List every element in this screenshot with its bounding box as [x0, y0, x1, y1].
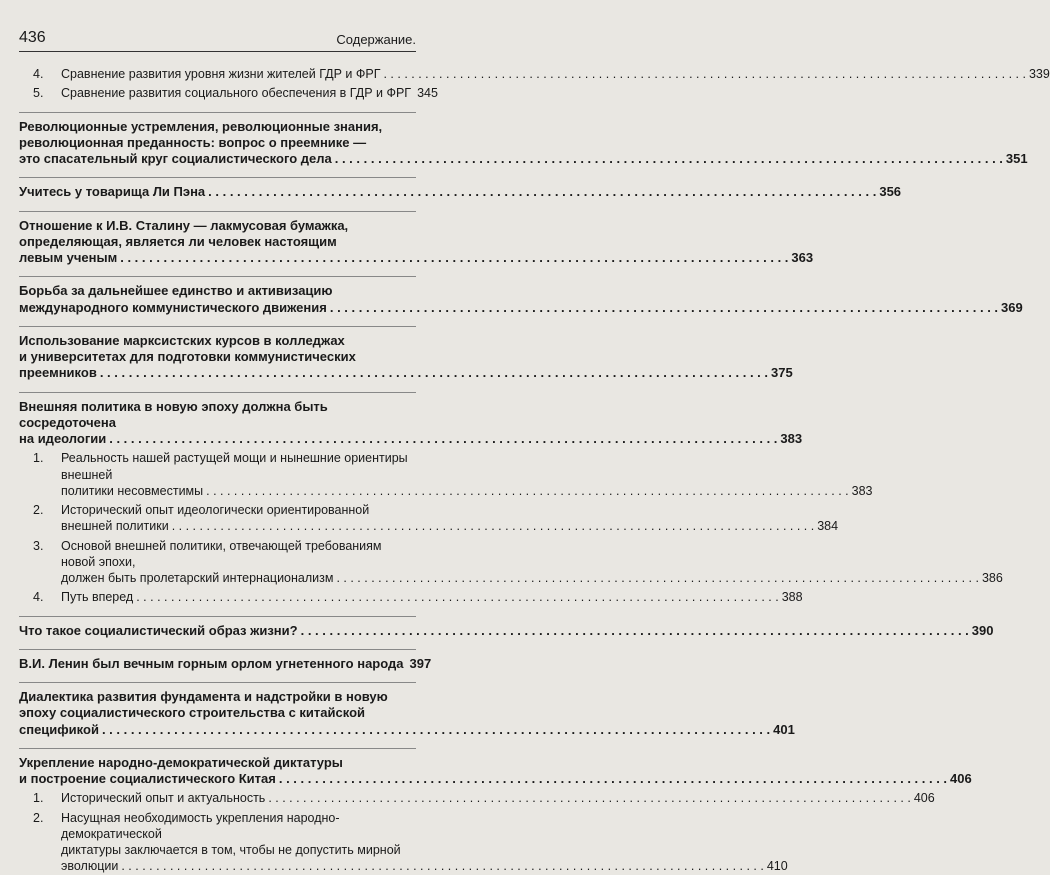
dot-leader: [279, 771, 947, 787]
toc-chapter-entry[interactable]: [19, 649, 432, 672]
entry-title-line: диктатуры заключается в том, чтобы не допустить мирной: [61, 843, 401, 857]
entry-title-line: определяющая, является ли человек настоящим: [19, 233, 337, 249]
entry-page-number: 410: [766, 859, 788, 874]
entry-title-line: революционная преданность: вопрос о преемнике —: [19, 134, 367, 150]
entry-page-number: 363: [791, 250, 814, 265]
entry-title-line: Отношение к И.В. Сталину — лакмусовая бумажка,: [19, 217, 349, 233]
dot-leader: [136, 589, 779, 605]
section-number: 4.: [33, 590, 44, 605]
toc-section-entry[interactable]: [19, 85, 438, 101]
toc-section-entry[interactable]: [19, 810, 788, 875]
entry-title-line: Реальность нашей растущей мощи и нынешние ориентиры внешней: [61, 451, 408, 482]
dot-leader: [102, 722, 770, 738]
section-number: 3.: [33, 538, 44, 553]
toc-section-entry[interactable]: [19, 538, 1003, 587]
dot-leader: [172, 518, 815, 534]
entry-title-line: Насущная необходимость укрепления народно-демократической: [61, 810, 340, 841]
toc-chapter-entry[interactable]: [19, 211, 814, 267]
running-title: Содержание.: [336, 32, 416, 47]
entry-title-line: это спасательный круг социалистического дела: [19, 151, 332, 166]
page-number: 436: [19, 29, 46, 46]
entry-title-line: Исторический опыт идеологически ориентированной: [61, 503, 370, 517]
entry-page-number: 345: [417, 86, 438, 101]
dot-leader: [206, 483, 849, 499]
entry-title-line: эпоху социалистического строительства с китайской: [19, 705, 366, 721]
entry-title-line: Сравнение развития уровня жизни жителей ГДР и ФРГ: [61, 67, 381, 81]
entry-title-line: эволюции: [61, 859, 119, 874]
entry-page-number: 356: [879, 184, 902, 200]
entry-title-line: Путь вперед: [61, 590, 134, 605]
section-number: 2.: [33, 503, 44, 517]
section-number: 1.: [33, 791, 44, 806]
toc-chapter-entry[interactable]: [19, 616, 994, 639]
dot-leader: [336, 570, 979, 586]
entry-title-line: левым ученым: [19, 250, 118, 265]
entry-title-line: преемников: [19, 365, 97, 381]
entry-page-number: 375: [771, 365, 793, 381]
dot-leader: [100, 365, 768, 381]
entry-title-line: международного коммунистического движения: [19, 299, 327, 315]
entry-title-line: Что такое социалистический образ жизни?: [19, 622, 298, 638]
entry-page-number: 388: [781, 590, 803, 605]
entry-page-number: 397: [409, 655, 432, 671]
entry-page-number: 384: [817, 519, 839, 534]
entry-page-number: 383: [851, 483, 873, 498]
section-number: 5.: [33, 86, 44, 101]
section-number: 1.: [33, 451, 44, 466]
toc-chapter-entry[interactable]: [19, 392, 803, 448]
entry-page-number: 339: [1028, 67, 1050, 81]
entry-page-number: 406: [913, 791, 935, 806]
entry-title-line: Исторический опыт и актуальность: [61, 791, 266, 806]
entry-title-line: Революционные устремления, революционные знания,: [19, 118, 383, 134]
toc-chapter-entry[interactable]: [19, 748, 972, 788]
entry-title-line: Укрепление народно-демократической диктатуры: [19, 754, 343, 770]
toc-chapter-entry[interactable]: [19, 682, 795, 738]
entry-title-line: Сравнение развития социального обеспечения в ГДР и ФРГ: [61, 86, 412, 101]
entry-title-line: Основой внешней политики, отвечающей требованиям новой эпохи,: [61, 538, 382, 569]
dot-leader: [208, 184, 876, 200]
dot-leader: [301, 623, 969, 639]
toc-section-entry[interactable]: [19, 589, 803, 605]
entry-page-number: 369: [1001, 299, 1023, 315]
entry-page-number: 401: [773, 721, 795, 737]
dot-leader: [109, 431, 777, 447]
entry-title-line: должен быть пролетарский интернационализм: [61, 571, 334, 585]
dot-leader: [120, 250, 788, 266]
toc-chapter-entry[interactable]: [19, 177, 902, 200]
page-header: [19, 0, 416, 52]
toc-section-entry[interactable]: [19, 790, 935, 806]
toc-section-entry[interactable]: [19, 450, 873, 499]
toc-chapter-entry[interactable]: [19, 326, 793, 382]
toc-section-entry[interactable]: [19, 502, 839, 535]
entry-title-line: Учитесь у товарища Ли Пэна: [19, 184, 206, 200]
entry-title-line: Борьба за дальнейшее единство и активизацию: [19, 283, 333, 299]
entry-page-number: 386: [981, 571, 1003, 585]
toc-chapter-entry[interactable]: [19, 112, 1028, 168]
entry-title-line: политики несовместимы: [61, 483, 204, 498]
entry-title-line: и построение социалистического Китая: [19, 771, 276, 786]
section-number: 4.: [33, 67, 44, 81]
entry-page-number: 351: [1005, 151, 1028, 166]
dot-leader: [335, 151, 1003, 167]
toc-section-entry[interactable]: [19, 66, 1050, 82]
section-number: 2.: [33, 810, 44, 825]
entry-title-line: Использование марксистских курсов в колледжах: [19, 332, 345, 348]
entry-title-line: и университетах для подготовки коммунистических: [19, 349, 356, 364]
entry-page-number: 406: [950, 771, 972, 786]
entry-title-line: на идеологии: [19, 431, 107, 446]
entry-title-line: спецификой: [19, 721, 99, 737]
dot-leader: [268, 790, 911, 806]
entry-page-number: 383: [780, 431, 803, 446]
dot-leader: [383, 66, 1026, 82]
entry-title-line: В.И. Ленин был вечным горным орлом угнетенного народа: [19, 655, 404, 671]
toc-chapter-entry[interactable]: [19, 276, 1023, 316]
entry-title-line: Диалектика развития фундамента и надстройки в новую: [19, 689, 388, 704]
entry-page-number: 390: [971, 622, 994, 638]
dot-leader: [330, 300, 998, 316]
dot-leader: [121, 858, 764, 874]
table-of-contents: [19, 66, 1050, 875]
entry-title-line: внешней политики: [61, 519, 169, 534]
entry-title-line: Внешняя политика в новую эпоху должна быть сосредоточена: [19, 398, 328, 430]
